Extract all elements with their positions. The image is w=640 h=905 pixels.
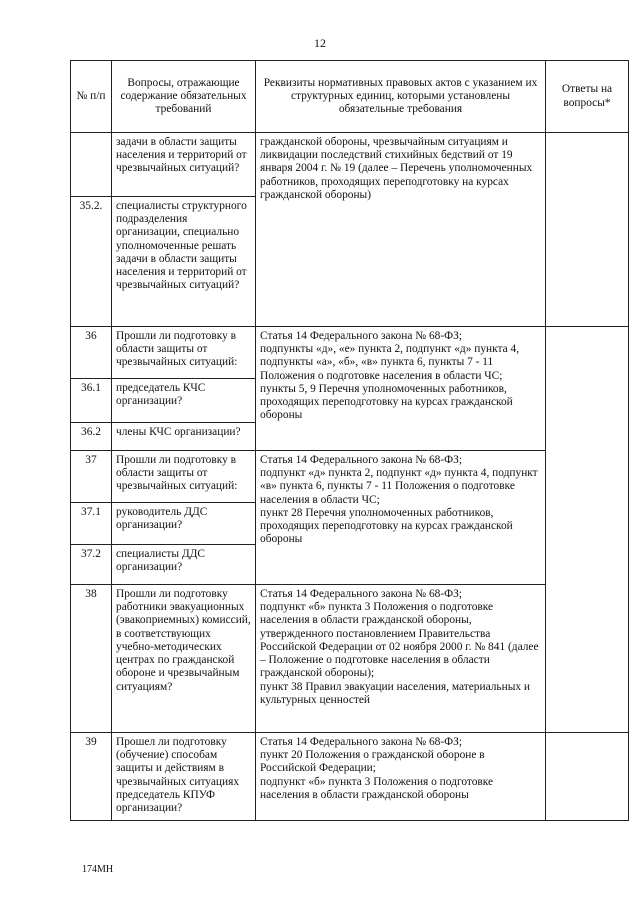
row-question: руководитель ДДС организации? xyxy=(112,503,256,545)
table-row xyxy=(71,133,629,197)
row-question: задачи в области защиты населения и территорий от чрезвычайных ситуаций? xyxy=(112,133,256,197)
row-answer xyxy=(546,133,629,327)
row-question: председатель КЧС организации? xyxy=(112,379,256,423)
row-answer xyxy=(546,327,629,733)
law-line: подпункт «б» пункта 3 Положения о подготовке населения в области гражданской обороны xyxy=(260,775,494,801)
law-line: Статья 14 Федерального закона № 68-ФЗ; xyxy=(260,454,463,466)
table-row xyxy=(71,585,629,733)
table-row xyxy=(71,451,629,503)
law-line: подпункт «д» пункта 2, подпункт «д» пункта 4, подпункт «в» пункта 6, пункты 7 - 11 Положения о подготовке населения в области ЧС; xyxy=(260,467,538,506)
page-number: 12 xyxy=(314,36,326,50)
table-row xyxy=(71,327,629,379)
law-line: пункт 20 Положения о гражданской обороне в Российской Федерации; xyxy=(260,749,485,775)
row-question: Прошли ли подготовку в области защиты от чрезвычайных ситуаций: xyxy=(112,451,256,503)
row-requisites: гражданской обороны, чрезвычайным ситуациям и ликвидации последствий стихийных бедствий от 19 января 2004 г. № 19 (далее – Перечень уполномоченных работников, проходящих переподготовку на курсах гражданской обороны) xyxy=(256,133,546,327)
row-question: Прошли ли подготовку работники эвакуационных (эвакоприемных) комиссий, в соответствующих учебно-методических центрах по гражданской обороне и чрезвычайным ситуациям? xyxy=(112,585,256,733)
header-question: Вопросы, отражающие содержание обязательных требований xyxy=(112,61,256,133)
law-line: подпункты «д», «е» пункта 2, подпункт «д» пункта 4, подпункты «а», «б», «в» пункта 6, пункты 7 - 11 Положения о подготовке населения в области ЧС; xyxy=(260,343,520,382)
row-question: специалисты структурного подразделения организации, специально уполномоченные решать задачи в области защиты населения и территорий от чрезвычайных ситуаций? xyxy=(112,197,256,327)
row-num: 37.2 xyxy=(71,545,112,585)
law-line: подпункт «б» пункта 3 Положения о подготовке населения в области гражданской обороны, утвержденного постановлением Правительства Российской Федерации от 02 ноября 2000 г. № 841 (далее – Положение о подготовке населения в области гражданской обороны); xyxy=(260,601,539,680)
row-num: 36.1 xyxy=(71,379,112,423)
row-num: 36 xyxy=(71,327,112,379)
law-line: пункт 28 Перечня уполномоченных работников, проходящих переподготовку на курсах гражданской обороны xyxy=(260,506,513,546)
law-line: Статья 14 Федерального закона № 68-ФЗ; xyxy=(260,588,463,600)
row-requisites xyxy=(256,327,546,451)
row-question: Прошли ли подготовку в области защиты от чрезвычайных ситуаций: xyxy=(112,327,256,379)
law-line: пункт 38 Правил эвакуации населения, материальных и культурных ценностей xyxy=(260,680,531,706)
header-requisites: Реквизиты нормативных правовых актов с указанием их структурных единиц, которыми установлены обязательные требования xyxy=(256,61,546,133)
row-num: 38 xyxy=(71,585,112,733)
law-line: пункты 5, 9 Перечня уполномоченных работников, проходящих переподготовку на курсах гражданской обороны xyxy=(260,382,513,422)
table-row xyxy=(71,733,629,821)
header-num: № п/п xyxy=(71,61,112,133)
row-num: 36.2 xyxy=(71,423,112,451)
row-question: специалисты ДДС организации? xyxy=(112,545,256,585)
row-requisites xyxy=(256,733,546,821)
row-question: члены КЧС организации? xyxy=(112,423,256,451)
row-requisites xyxy=(256,585,546,733)
requirements-table xyxy=(70,60,629,821)
row-num: 37 xyxy=(71,451,112,503)
header-answers: Ответы на вопросы* xyxy=(546,61,629,133)
document-code: 174МН xyxy=(82,864,114,875)
law-line: Статья 14 Федерального закона № 68-ФЗ; xyxy=(260,330,463,342)
row-num: 39 xyxy=(71,733,112,821)
row-answer xyxy=(546,733,629,821)
table-header-row xyxy=(71,61,629,133)
row-question: Прошел ли подготовку (обучение) способам защиты и действиям в чрезвычайных ситуациях председатель КПУФ организации? xyxy=(112,733,256,821)
row-num: 35.2. xyxy=(71,197,112,327)
row-num: 37.1 xyxy=(71,503,112,545)
law-line: Статья 14 Федерального закона № 68-ФЗ; xyxy=(260,736,463,748)
row-num xyxy=(71,133,112,197)
row-requisites xyxy=(256,451,546,585)
